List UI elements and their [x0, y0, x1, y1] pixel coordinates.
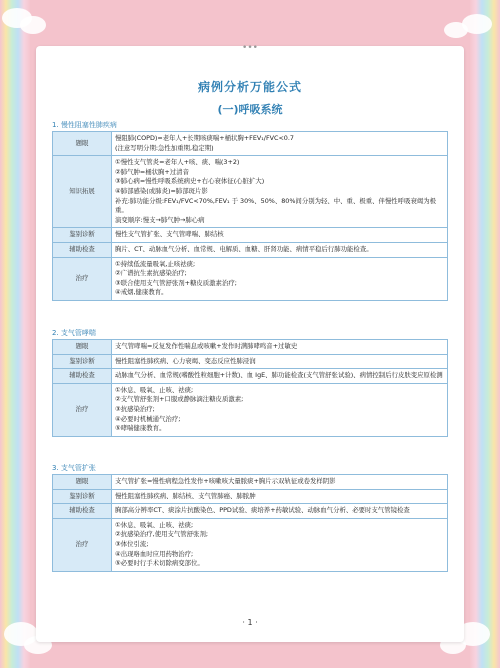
content-line: 慢性支气管扩张、支气管哮喘、肺结核: [115, 230, 224, 239]
content-line: ③抗感染治疗;: [115, 404, 155, 413]
row-label: 鉴别诊断: [53, 228, 112, 243]
section-heading: 1. 慢性阻塞性肺疾病: [52, 121, 117, 129]
table-row: [53, 156, 448, 228]
cloud-decoration: [20, 16, 46, 34]
row-label: 治疗: [53, 257, 112, 300]
row-content: [112, 369, 448, 384]
row-content: [112, 383, 448, 436]
content-line: 演变顺序:慢支→肺气肿→肺心病: [115, 215, 205, 224]
row-content: [112, 257, 448, 300]
content-line: 慢阻肺(COPD)=老年人+长期咳痰喘+桶状胸+FEV₁/FVC<0.7: [115, 134, 294, 142]
content-line: ③肺心病=慢性呼吸系统病史+右心衰体征(心脏扩大): [115, 177, 265, 186]
content-line: 胸片、CT、动脉血气分析、血常规、电解质、血糖、肝肾功能、病情平稳后行肺功能检查。: [115, 244, 373, 253]
page-number: · 1 ·: [242, 618, 258, 627]
content-line: ②抗感染治疗,使用支气管舒张剂;: [115, 530, 208, 539]
content-line: ①休息、吸氧、止咳、祛痰;: [115, 385, 194, 394]
row-content: [112, 340, 448, 355]
asthma-table: [52, 339, 448, 437]
row-label: 辅助检查: [53, 242, 112, 257]
row-content: [112, 242, 448, 257]
row-content: [112, 518, 448, 571]
page-title: 病例分析万能公式: [197, 80, 302, 94]
row-content: [112, 504, 448, 519]
content-line: ②支气管舒张剂+口服或静脉滴注糖皮质激素;: [115, 395, 244, 404]
content-line: ②肺气肿=桶状胸+过清音: [115, 167, 189, 176]
content-line: ①休息、吸氧、止咳、祛痰;: [115, 520, 194, 529]
page-subtitle: (一)呼吸系统: [217, 103, 283, 116]
table-row: [53, 354, 448, 369]
content-line: ①持续低流量吸氧,止咳祛痰;: [115, 259, 196, 268]
content-line: ④肺部感染(或肺炎)=肺部斑片影: [115, 186, 208, 195]
row-content: [112, 489, 448, 504]
row-label: 题眼: [53, 475, 112, 490]
content-line: 慢性阻塞性肺疾病、心力衰竭、变态反应性肺浸润: [115, 356, 256, 365]
content-line: ④戒烟,健康教育。: [115, 288, 168, 297]
row-label: 鉴别诊断: [53, 489, 112, 504]
table-row: [53, 257, 448, 300]
table-row: [53, 504, 448, 519]
table-row: [53, 383, 448, 436]
row-label: 辅助检查: [53, 504, 112, 519]
row-content: [112, 354, 448, 369]
copd-table: [52, 131, 448, 301]
table-row: [53, 228, 448, 243]
row-content: [112, 228, 448, 243]
row-content: [112, 132, 448, 156]
content-line: ③体位引流;: [115, 539, 149, 548]
content-line: 慢性阻塞性肺疾病、肺结核、支气管肺癌、肺脓肿: [115, 491, 256, 500]
row-label: 鉴别诊断: [53, 354, 112, 369]
content-line: 补充:肺功能分级:FEV₁/FVC<70%,FEV₁ 于 30%、50%、80%间分别为轻、中、重、极重、伴慢性呼吸衰竭为极重。: [115, 196, 437, 215]
content-line: 胸部高分辨率CT、痰涂片抗酸染色、PPD试验、痰培养+药敏试验、动脉血气分析、必要时支气管镜检查: [115, 506, 410, 515]
content-line: ④出现咯血时应用药物治疗;: [115, 549, 194, 558]
section-heading: 3. 支气管扩张: [52, 464, 96, 472]
content-line: ④必要时机械通气治疗;: [115, 414, 181, 423]
row-content: [112, 475, 448, 490]
table-row: [53, 242, 448, 257]
table-row: [53, 369, 448, 384]
cloud-decoration: [444, 22, 468, 38]
page-dots: •••: [242, 43, 258, 53]
table-row: [53, 489, 448, 504]
content-line: ⑤必要时行手术切除病变部位。: [115, 559, 204, 568]
content-line: ②广谱抗生素抗感染治疗;: [115, 269, 187, 278]
row-label: 题眼: [53, 340, 112, 355]
row-label: 知识拓展: [53, 156, 112, 228]
table-row: [53, 518, 448, 571]
section-heading: 2. 支气管哮喘: [52, 329, 96, 337]
row-label: 题眼: [53, 132, 112, 156]
table-row: [53, 475, 448, 490]
row-label: 治疗: [53, 518, 112, 571]
table-row: [53, 132, 448, 156]
row-label: 治疗: [53, 383, 112, 436]
content-line: ③联合使用支气管舒张剂+糖皮质激素治疗;: [115, 278, 237, 287]
content-line: 动脉血气分析、血常规(嗜酸性粒细胞+计数)、血 IgE、肺功能检查(支气管舒张试验)、病情控制后行皮肤变应原检测: [115, 371, 443, 380]
table-row: [53, 340, 448, 355]
content-line: 支气管扩张=慢性病程急性发作+咳嗽咳大量脓痰+胸片示双轨征或卷发样阴影: [115, 477, 336, 485]
row-label: 辅助检查: [53, 369, 112, 384]
bronchiectasis-table: [52, 474, 448, 572]
content-line: 支气管哮喘=反复发作性喘息或咳嗽+发作时满肺哮鸣音+过敏史: [115, 342, 298, 350]
row-content: [112, 156, 448, 228]
content-line: ①慢性支气管炎=老年人+咳、痰、喘(3+2): [115, 158, 240, 167]
content-line: ⑤哮喘健康教育。: [115, 424, 166, 433]
content-line: (注意写明分期:急性加重期,稳定期): [115, 143, 214, 152]
